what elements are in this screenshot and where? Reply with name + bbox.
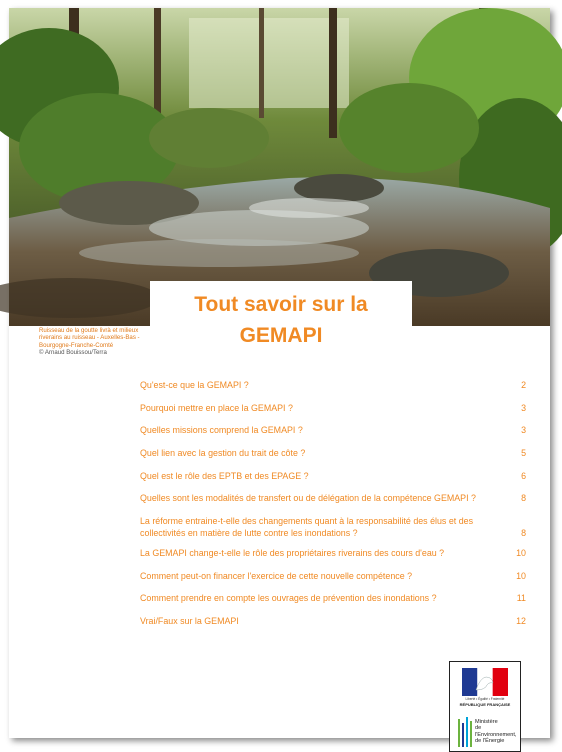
toc-entry-label: Quelles sont les modalités de transfert ou de délégation de la compétence GEMAPI ? [140,493,476,503]
photo-credit: © Arnaud Bouissou/Terra [39,349,107,357]
toc-entry[interactable] [140,492,526,504]
toc-page-number: 2 [521,380,526,390]
toc-entry-label: Quel est le rôle des EPTB et des EPAGE ? [140,471,309,481]
toc-page-number: 12 [516,616,526,626]
toc-entry-label: La réforme entraine-t-elle des changements quant à la responsabilité des élus et des collectivités en matière de lutte contre les inondations ? [140,516,474,539]
document-page [9,8,550,745]
toc-page-number: 3 [521,425,526,435]
caption-line: riverains au ruisseau - Auxelles-Bas - [39,334,140,342]
toc-entry-label: Vrai/Faux sur la GEMAPI [140,616,239,626]
toc-entry[interactable] [140,470,526,482]
toc-page-number: 3 [521,403,526,413]
toc-entry[interactable] [140,515,526,539]
caption-line: Ruisseau de la goutte livrà et milieux [39,327,139,334]
toc-page-number: 10 [516,571,526,581]
toc-entry-label: Comment peut-on financer l'exercice de cette nouvelle compétence ? [140,571,413,581]
toc-page-number: 8 [521,528,526,539]
photo-caption [39,327,159,357]
ministry-line: Ministère [475,719,498,725]
document-title: Tout savoir sur la [194,293,368,316]
toc-entry[interactable] [140,424,526,436]
republic-motto: Liberté • Égalité • Fraternité [465,697,505,701]
toc-entry[interactable] [140,402,526,414]
toc-entry-label: Comment prendre en compte les ouvrages de prévention des inondations ? [140,593,437,603]
republic-name: RÉPUBLIQUE FRANÇAISE [459,702,511,707]
title-box [150,281,412,351]
toc-entry-label: La GEMAPI change-t-elle le rôle des propriétaires riverains des cours d'eau ? [140,548,445,558]
toc-entry[interactable] [140,447,526,459]
toc-page-number: 5 [521,448,526,458]
toc-entry-label: Quelles missions comprend la GEMAPI ? [140,425,303,435]
stream-photo [9,8,550,326]
caption-line: Bourgogne-Franche-Comté [39,341,114,349]
toc-entry-label: Quel lien avec la gestion du trait de côte ? [140,448,306,458]
toc-entry[interactable] [140,592,526,604]
toc-page-number: 6 [521,471,526,481]
toc-page-number: 10 [516,548,526,558]
toc-entry-label: Qu'est-ce que la GEMAPI ? [140,380,249,390]
toc-entry[interactable] [140,547,526,559]
toc-entry[interactable] [140,379,526,391]
toc-page-number: 11 [516,593,526,603]
ministry-line: de l'Énergie [475,738,505,745]
ministry-name [475,719,519,745]
marianne-flag-icon [462,668,508,696]
ministry-line: de l'Environnement, [475,725,517,738]
toc-page-number: 8 [521,493,526,503]
ministry-logo [449,711,521,752]
toc-entry[interactable] [140,615,526,627]
toc-entry[interactable] [140,570,526,582]
document-title-acronym: GEMAPI [239,324,323,347]
toc-entry-label: Pourquoi mettre en place la GEMAPI ? [140,403,293,413]
ministry-stripes-icon [458,717,472,747]
